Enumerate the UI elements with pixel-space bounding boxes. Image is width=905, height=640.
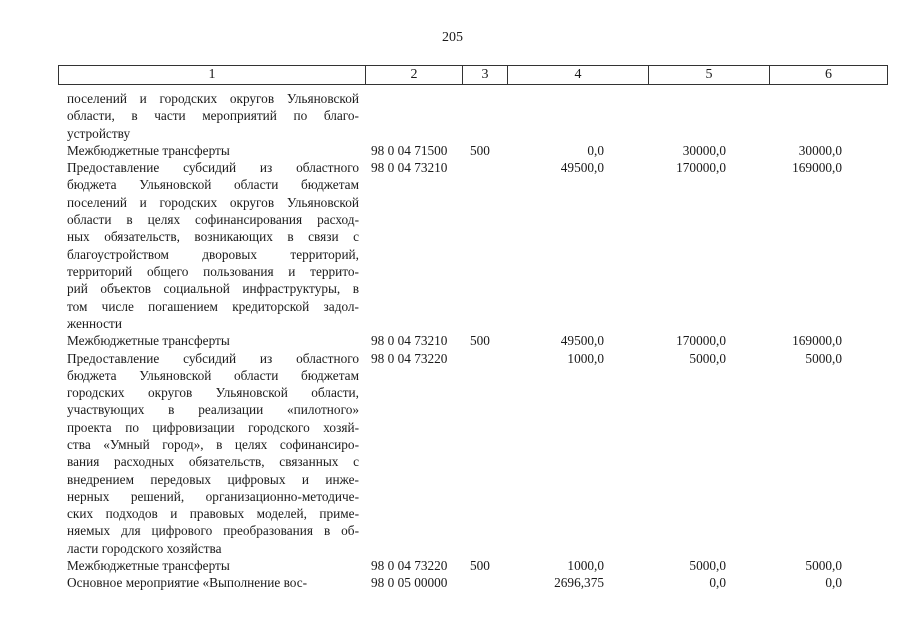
description-line: женности (67, 315, 122, 331)
row-description (67, 574, 359, 591)
table-row (0, 159, 905, 332)
row-code: 98 0 04 73210 (371, 333, 448, 349)
row-value-col4: 49500,0 (560, 160, 604, 176)
row-value-col6: 5000,0 (805, 350, 842, 366)
description-line: ных обязательств, возникающих в связи с (67, 229, 359, 245)
description-line: городских округов Ульяновской области, (67, 385, 359, 401)
row-expense-type: 500 (470, 142, 490, 158)
row-value-col5: 0,0 (709, 575, 726, 591)
row-expense-type: 500 (470, 333, 490, 349)
row-value-col5: 170000,0 (676, 333, 726, 349)
header-col-6: 6 (770, 66, 888, 85)
row-description (67, 557, 359, 574)
row-value-col4: 1000,0 (567, 350, 604, 366)
table-row (0, 557, 905, 574)
row-value-col4: 2696,375 (554, 575, 604, 591)
description-line: Основное мероприятие «Выполнение вос- (67, 575, 308, 591)
description-line: территорий общего пользования и террито- (67, 263, 359, 279)
row-value-col5: 5000,0 (689, 558, 726, 574)
table-row (0, 90, 905, 142)
description-line: няемых для цифрового преобразования в об- (67, 523, 359, 539)
description-line: том числе погашением кредиторской задол- (67, 298, 359, 314)
description-line: участвующих в реализации «пилотного» (67, 402, 359, 418)
description-line: ских подходов и правовых моделей, приме- (67, 506, 359, 522)
row-value-col5: 5000,0 (689, 350, 726, 366)
table-row (0, 350, 905, 558)
description-line: ласти городского хозяйства (67, 540, 222, 556)
header-col-5: 5 (649, 66, 770, 85)
row-description (67, 350, 359, 558)
row-value-col6: 5000,0 (805, 558, 842, 574)
description-line: ства «Умный город», в целях софинансиро- (67, 436, 359, 452)
row-code: 98 0 04 73210 (371, 160, 448, 176)
row-value-col4: 1000,0 (567, 558, 604, 574)
row-expense-type: 500 (470, 558, 490, 574)
description-line: благоустройством дворовых территорий, (67, 246, 359, 262)
row-description (67, 159, 359, 332)
description-line: поселений и городских округов Ульяновской (67, 194, 359, 210)
description-line: устройству (67, 125, 131, 141)
row-value-col5: 30000,0 (682, 142, 726, 158)
table-row (0, 332, 905, 349)
row-value-col5: 170000,0 (676, 160, 726, 176)
row-description (67, 142, 359, 159)
header-col-3: 3 (463, 66, 508, 85)
row-code: 98 0 04 73220 (371, 350, 448, 366)
page-number: 205 (442, 30, 463, 45)
description-line: Межбюджетные трансферты (67, 333, 230, 349)
description-line: Предоставление субсидий из областного (67, 160, 359, 176)
row-value-col6: 0,0 (825, 575, 842, 591)
description-line: области в целях софинансирования расход- (67, 212, 359, 228)
row-value-col4: 0,0 (587, 142, 604, 158)
description-line: внедрением передовых цифровых и инже- (67, 471, 359, 487)
description-line: поселений и городских округов Ульяновской (67, 91, 359, 106)
row-value-col4: 49500,0 (560, 333, 604, 349)
description-line: нерных решений, организационно-методиче- (67, 488, 359, 504)
table-row (0, 574, 905, 591)
table-row (0, 142, 905, 159)
row-code: 98 0 04 71500 (371, 142, 448, 158)
description-line: проекта по цифровизации городского хозяй- (67, 419, 359, 435)
description-line: бюджета Ульяновской области бюджетам (67, 367, 359, 383)
description-line: Межбюджетные трансферты (67, 142, 230, 158)
row-code: 98 0 04 73220 (371, 558, 448, 574)
header-col-4: 4 (508, 66, 649, 85)
header-col-2: 2 (366, 66, 463, 85)
row-value-col6: 30000,0 (798, 142, 842, 158)
description-line: Предоставление субсидий из областного (67, 350, 359, 366)
row-code: 98 0 05 00000 (371, 575, 448, 591)
table-header (58, 65, 888, 85)
description-line: Межбюджетные трансферты (67, 558, 230, 574)
row-value-col6: 169000,0 (792, 160, 842, 176)
description-line: бюджета Ульяновской области бюджетам (67, 177, 359, 193)
description-line: области, в части мероприятий по благо- (67, 108, 359, 124)
header-col-1: 1 (59, 66, 366, 85)
description-line: рий объектов социальной инфраструктуры, в (67, 281, 359, 297)
description-line: вания расходных обязательств, связанных с (67, 454, 359, 470)
row-description (67, 332, 359, 349)
row-value-col6: 169000,0 (792, 333, 842, 349)
row-description (67, 90, 359, 142)
